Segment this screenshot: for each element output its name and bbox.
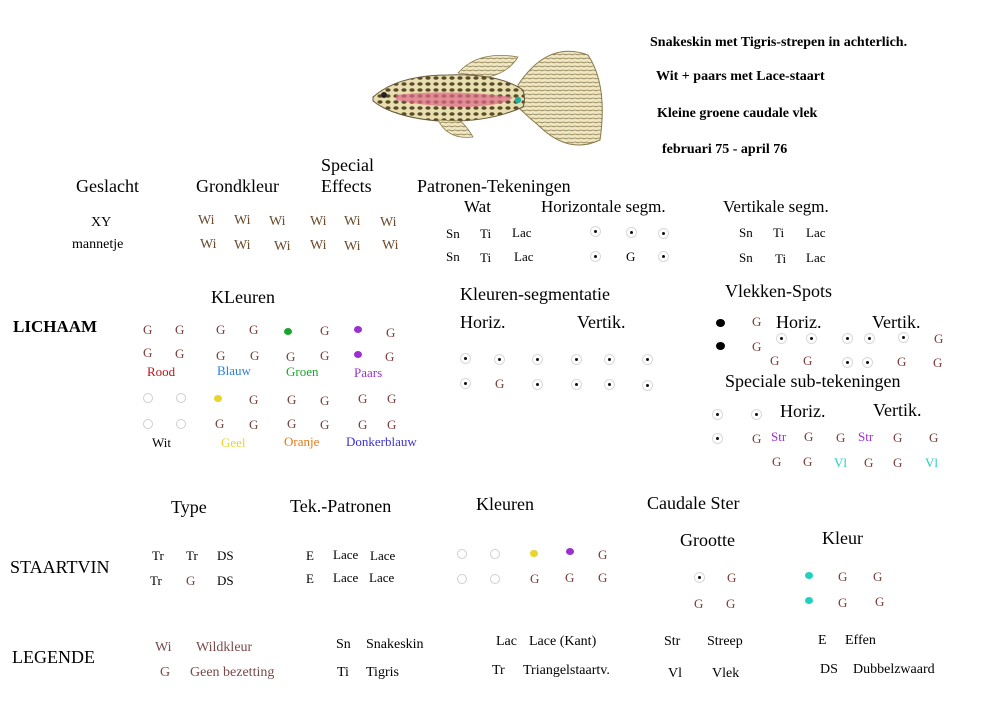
code-sn: Sn — [446, 249, 460, 264]
code-e: E — [306, 571, 314, 586]
heading-kleuren-tail: Kleuren — [476, 494, 534, 514]
g-cell: G — [249, 392, 259, 407]
wi-cell: Wi — [269, 214, 286, 229]
g-cell: G — [320, 348, 330, 363]
legend-desc: Dubbelzwaard — [853, 662, 935, 677]
heading-speciale-sub: Speciale sub-tekeningen — [725, 371, 901, 391]
heading-vertik: Vertik. — [872, 312, 921, 332]
g-cell: G — [530, 571, 540, 586]
str-cell: Str — [858, 429, 874, 444]
code-sn: Sn — [446, 226, 460, 241]
g-cell: G — [175, 322, 185, 337]
dot-marker — [642, 354, 653, 365]
row-label-staartvin: STAARTVIN — [10, 557, 110, 577]
g-cell: G — [186, 573, 196, 588]
black-spot — [716, 342, 725, 350]
wi-cell: Wi — [310, 238, 327, 253]
yellow-dot — [214, 395, 222, 402]
g-cell: G — [386, 325, 396, 340]
g-cell: G — [320, 417, 330, 432]
g-cell: G — [143, 322, 153, 337]
g-cell: G — [893, 430, 903, 445]
g-cell: G — [249, 322, 259, 337]
dot-marker — [604, 379, 615, 390]
g-cell: G — [694, 596, 704, 611]
code-lac: Lac — [806, 225, 826, 240]
dot-marker — [862, 357, 873, 368]
wi-cell: Wi — [380, 215, 397, 230]
empty-circle — [176, 419, 186, 429]
legend-code: Str — [664, 634, 681, 649]
g-cell: G — [873, 569, 883, 584]
dot-marker — [590, 251, 601, 262]
g-cell: G — [838, 569, 848, 584]
heading-special-2: Effects — [321, 176, 372, 196]
g-cell: G — [752, 314, 762, 329]
green-dot — [284, 328, 292, 335]
str-cell: Str — [771, 429, 787, 444]
dot-marker — [751, 409, 762, 420]
legend-desc: Tigris — [366, 665, 399, 680]
sex-xy: XY — [91, 215, 112, 230]
g-cell: G — [143, 345, 153, 360]
wi-cell: Wi — [274, 239, 291, 254]
legend-code: DS — [820, 662, 838, 677]
heading-caudale-ster: Caudale Ster — [647, 493, 740, 513]
g-cell: G — [933, 355, 943, 370]
g-cell: G — [598, 547, 608, 562]
dot-marker — [626, 227, 637, 238]
g-cell: G — [897, 354, 907, 369]
legend-desc: Lace (Kant) — [529, 634, 597, 649]
g-cell: G — [626, 249, 636, 264]
g-cell: G — [250, 348, 260, 363]
code-tr: Tr — [152, 548, 164, 563]
label-blauw: Blauw — [217, 363, 251, 378]
header-line-2: Wit + paars met Lace-staart — [656, 69, 825, 84]
g-cell: G — [929, 430, 939, 445]
dot-marker — [571, 354, 582, 365]
g-cell: G — [836, 430, 846, 445]
wi-cell: Wi — [310, 214, 327, 229]
heading-geslacht: Geslacht — [76, 176, 139, 196]
heading-vlekken-spots: Vlekken-Spots — [725, 281, 832, 301]
g-cell: G — [385, 349, 395, 364]
g-cell: G — [727, 570, 737, 585]
empty-circle — [143, 419, 153, 429]
heading-kleuren-segmentatie: Kleuren-segmentatie — [460, 284, 610, 304]
legend-code: Vl — [668, 666, 682, 681]
g-cell: G — [320, 393, 330, 408]
legend-code: G — [160, 665, 171, 680]
legend-desc: Triangelstaartv. — [523, 663, 610, 678]
heading-horiz: Horiz. — [776, 312, 822, 332]
yellow-dot — [530, 550, 538, 557]
g-cell: G — [803, 353, 813, 368]
dot-marker — [532, 379, 543, 390]
g-cell: G — [249, 417, 259, 432]
g-cell: G — [838, 595, 848, 610]
code-ds: DS — [217, 548, 234, 563]
g-cell: G — [216, 322, 226, 337]
legend-code: Tr — [492, 663, 505, 678]
legend-desc: Wildkleur — [196, 640, 253, 655]
header-line-4: februari 75 - april 76 — [662, 142, 788, 157]
g-cell: G — [752, 431, 762, 446]
label-wit: Wit — [152, 435, 171, 450]
cyan-dot — [805, 597, 813, 604]
g-cell: G — [358, 391, 368, 406]
g-cell: G — [864, 455, 874, 470]
g-cell: G — [358, 417, 368, 432]
heading-kleur: Kleur — [822, 528, 863, 548]
dot-marker — [776, 333, 787, 344]
dot-marker — [842, 333, 853, 344]
legend-desc: Effen — [845, 633, 876, 648]
heading-horiz-segm: Horizontale segm. — [541, 197, 666, 216]
g-cell: G — [286, 349, 296, 364]
code-tr: Tr — [186, 548, 198, 563]
g-cell: G — [565, 570, 575, 585]
label-rood: Rood — [147, 364, 176, 379]
heading-horiz: Horiz. — [460, 312, 506, 332]
g-cell: G — [726, 596, 736, 611]
sex-mannetje: mannetje — [72, 237, 124, 252]
wi-cell: Wi — [382, 238, 399, 253]
code-ti: Ti — [775, 251, 787, 266]
label-donkerblauw: Donkerblauw — [346, 434, 417, 449]
vl-cell: Vl — [834, 455, 847, 470]
empty-circle — [490, 549, 500, 559]
heading-vertik: Vertik. — [873, 400, 922, 420]
legend-code: E — [818, 633, 827, 648]
dot-marker — [604, 354, 615, 365]
g-cell: G — [215, 416, 225, 431]
dot-marker — [494, 354, 505, 365]
code-ti: Ti — [480, 250, 492, 265]
label-groen: Groen — [286, 364, 319, 379]
legend-code: Ti — [337, 665, 349, 680]
code-ti: Ti — [773, 225, 785, 240]
dot-marker — [694, 572, 705, 583]
label-geel: Geel — [221, 435, 246, 450]
g-cell: G — [287, 392, 297, 407]
empty-circle — [457, 574, 467, 584]
g-cell: G — [770, 353, 780, 368]
code-lace: Lace — [333, 547, 359, 562]
row-label-legende: LEGENDE — [12, 647, 95, 667]
g-cell: G — [752, 339, 762, 354]
empty-circle — [457, 549, 467, 559]
empty-circle — [143, 393, 153, 403]
purple-dot — [566, 548, 574, 555]
wi-cell: Wi — [344, 239, 361, 254]
heading-type: Type — [171, 497, 207, 517]
g-cell: G — [803, 454, 813, 469]
dot-marker — [712, 409, 723, 420]
purple-dot — [354, 326, 362, 333]
label-paars: Paars — [354, 365, 383, 380]
purple-dot — [354, 351, 362, 358]
code-ds: DS — [217, 573, 234, 588]
legend-code: Sn — [336, 637, 351, 652]
heading-grondkleur: Grondkleur — [196, 176, 279, 196]
dot-marker — [532, 354, 543, 365]
legend-desc: Snakeskin — [366, 637, 424, 652]
dot-marker — [658, 251, 669, 262]
wi-cell: Wi — [344, 214, 361, 229]
g-cell: G — [893, 455, 903, 470]
heading-kleuren: KLeuren — [211, 287, 275, 307]
empty-circle — [490, 574, 500, 584]
black-spot — [716, 319, 725, 327]
g-cell: G — [804, 429, 814, 444]
legend-desc: Vlek — [712, 666, 740, 681]
header-line-1: Snakeskin met Tigris-strepen in achterlich. — [650, 35, 908, 50]
heading-special-1: Special — [321, 155, 374, 175]
g-cell: G — [175, 346, 185, 361]
empty-circle — [176, 393, 186, 403]
dot-marker — [898, 332, 909, 343]
wi-cell: Wi — [198, 213, 215, 228]
legend-code: Wi — [155, 640, 172, 655]
g-cell: G — [216, 348, 226, 363]
dot-marker — [590, 226, 601, 237]
vl-cell: Vl — [925, 455, 938, 470]
dot-marker — [806, 333, 817, 344]
code-lac: Lac — [514, 249, 534, 264]
dot-marker — [460, 353, 471, 364]
cyan-dot — [805, 572, 813, 579]
code-e: E — [306, 548, 314, 563]
g-cell: G — [598, 570, 608, 585]
row-label-lichaam: LICHAAM — [13, 317, 98, 336]
label-oranje: Oranje — [284, 434, 320, 449]
code-tr: Tr — [150, 573, 162, 588]
heading-vertik: Vertik. — [577, 312, 626, 332]
dot-marker — [642, 380, 653, 391]
heading-patronen: Patronen-Tekeningen — [417, 176, 571, 196]
legend-code: Lac — [496, 634, 517, 649]
heading-wat: Wat — [464, 197, 491, 216]
dot-marker — [864, 333, 875, 344]
legend-desc: Streep — [707, 634, 743, 649]
heading-grootte: Grootte — [680, 530, 735, 550]
heading-horiz: Horiz. — [780, 401, 826, 421]
g-cell: G — [934, 331, 944, 346]
heading-vertik-segm: Vertikale segm. — [723, 197, 829, 216]
legend-desc: Geen bezetting — [190, 665, 275, 680]
g-cell: G — [772, 454, 782, 469]
dot-marker — [712, 433, 723, 444]
dot-marker — [658, 228, 669, 239]
header-line-3: Kleine groene caudale vlek — [657, 106, 818, 121]
wi-cell: Wi — [234, 213, 251, 228]
code-ti: Ti — [480, 226, 492, 241]
code-lace: Lace — [333, 570, 359, 585]
code-sn: Sn — [739, 250, 753, 265]
code-lace: Lace — [370, 548, 396, 563]
g-cell: G — [495, 376, 505, 391]
dot-marker — [571, 379, 582, 390]
g-cell: G — [875, 594, 885, 609]
heading-tek-patronen: Tek.-Patronen — [290, 496, 392, 516]
wi-cell: Wi — [234, 238, 251, 253]
code-sn: Sn — [739, 225, 753, 240]
code-lac: Lac — [806, 250, 826, 265]
g-cell: G — [287, 416, 297, 431]
dot-marker — [842, 357, 853, 368]
code-lac: Lac — [512, 225, 532, 240]
wi-cell: Wi — [200, 237, 217, 252]
code-lace: Lace — [369, 570, 395, 585]
g-cell: G — [387, 417, 397, 432]
g-cell: G — [320, 323, 330, 338]
dot-marker — [460, 378, 471, 389]
g-cell: G — [387, 391, 397, 406]
guppy-illustration — [368, 45, 608, 155]
